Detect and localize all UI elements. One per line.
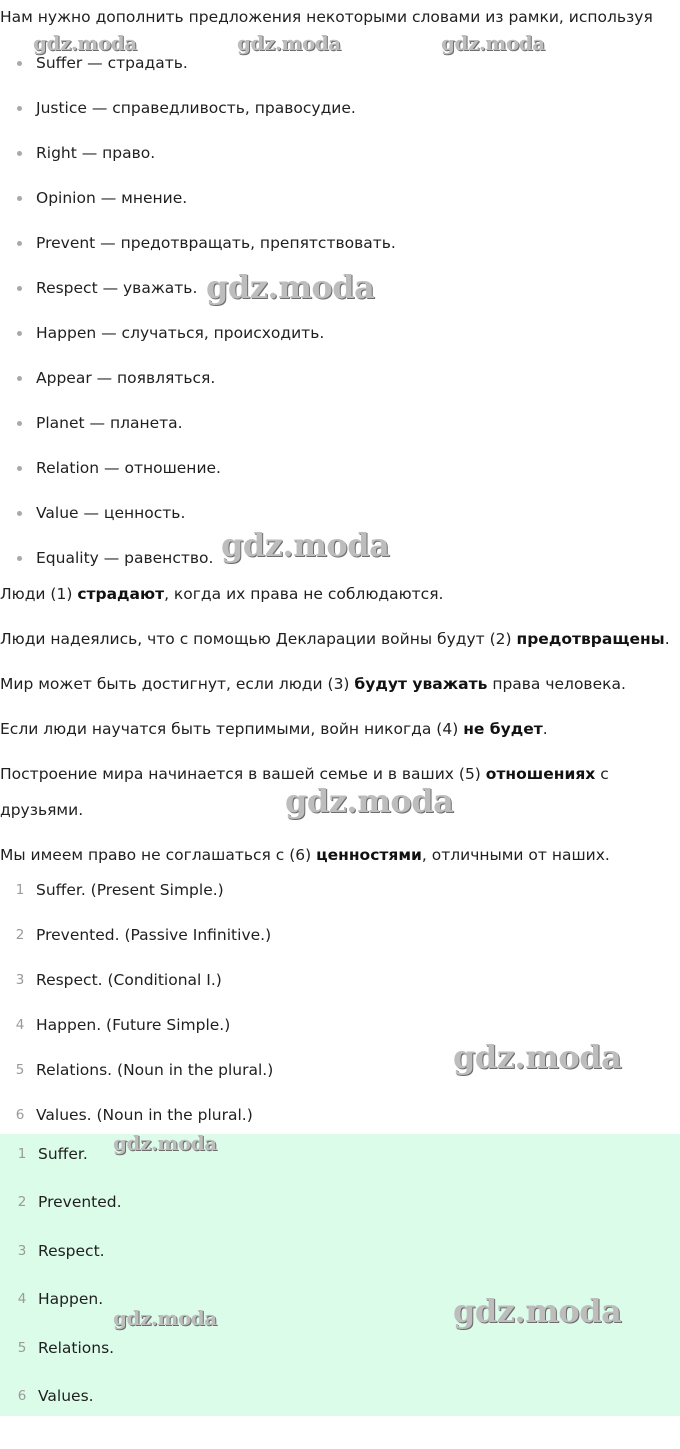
item-number: 6 xyxy=(17,1387,27,1404)
grammar-item xyxy=(0,877,680,922)
watermark: gdz.moda xyxy=(113,1131,217,1155)
sentence-text: Мир может быть достигнут, если люди (3) xyxy=(0,675,355,693)
vocab-item: Prevent — предотвращать, препятствовать. xyxy=(0,231,680,276)
sentence-text: . xyxy=(664,630,670,648)
sentence-answer: не будет xyxy=(463,720,543,738)
answer-box xyxy=(0,1134,680,1416)
sentence-answer: ценностями xyxy=(316,846,422,864)
item-number: 3 xyxy=(17,1242,27,1259)
vocab-item: Justice — справедливость, правосудие. xyxy=(0,96,680,141)
answer-item xyxy=(0,1142,680,1190)
item-number: 3 xyxy=(15,972,25,988)
grammar-text: Relations. (Noun in the plural.) xyxy=(36,1061,274,1079)
answer-item xyxy=(0,1336,680,1384)
sentence-answer: предотвращены xyxy=(516,630,665,648)
grammar-text: Suffer. (Present Simple.) xyxy=(36,881,224,899)
sentence xyxy=(0,576,680,612)
answer-text: Respect. xyxy=(38,1241,105,1260)
vocabulary-list xyxy=(0,51,680,591)
vocab-item: Equality — равенство. xyxy=(0,546,680,591)
watermark: gdz.moda xyxy=(453,1038,622,1076)
sentence-text: Люди (1) xyxy=(0,585,78,603)
sentence-text: с друзьями. xyxy=(0,765,609,819)
watermark: gdz.moda xyxy=(33,31,137,55)
sentence-text: Люди надеялись, что с помощью Декларации войны будут (2) xyxy=(0,630,517,648)
item-number: 1 xyxy=(15,882,25,898)
item-number: 6 xyxy=(15,1107,25,1123)
vocab-item: Relation — отношение. xyxy=(0,456,680,501)
answer-item xyxy=(0,1384,680,1432)
watermark: gdz.moda xyxy=(221,526,390,564)
item-number: 2 xyxy=(17,1194,27,1211)
grammar-notes-list xyxy=(0,877,680,1147)
sentence-answer: отношениях xyxy=(485,765,596,783)
item-number: 1 xyxy=(17,1146,27,1162)
sentence xyxy=(0,711,680,747)
answer-item xyxy=(0,1239,680,1287)
sentence-answer: будут уважать xyxy=(354,675,488,693)
grammar-item xyxy=(0,967,680,1012)
answer-text: Values. xyxy=(38,1386,94,1405)
item-number: 4 xyxy=(17,1291,27,1308)
item-number: 5 xyxy=(15,1062,25,1078)
answer-text: Relations. xyxy=(38,1338,115,1357)
watermark: gdz.moda xyxy=(441,31,545,55)
sentence-text: Если люди научатся быть терпимыми, войн никогда (4) xyxy=(0,720,464,738)
sentence-text: Мы имеем право не соглашаться с (6) xyxy=(0,846,317,864)
grammar-text: Values. (Noun in the plural.) xyxy=(36,1106,253,1124)
watermark: gdz.moda xyxy=(237,31,341,55)
item-number: 2 xyxy=(15,927,25,943)
vocab-item: Respect — уважать. xyxy=(0,276,680,321)
vocab-item: Value — ценность. xyxy=(0,501,680,546)
vocab-item: Planet — планета. xyxy=(0,411,680,456)
intro-text: Нам нужно дополнить предложения некоторыми словами из рамки, используя xyxy=(0,8,653,26)
sentence-text: , когда их права не соблюдаются. xyxy=(164,585,444,603)
sentence-text: . xyxy=(542,720,548,738)
grammar-text: Happen. (Future Simple.) xyxy=(36,1016,231,1034)
vocab-item: Suffer — страдать. xyxy=(0,51,680,96)
answer-text: Happen. xyxy=(38,1290,104,1309)
sentence-answer: страдают xyxy=(77,585,165,603)
answers-list xyxy=(0,1142,680,1432)
sentence xyxy=(0,621,680,657)
sentence-text: права человека. xyxy=(487,675,626,693)
answer-text: Suffer. xyxy=(38,1145,88,1163)
answer-item xyxy=(0,1190,680,1238)
sentence xyxy=(0,666,680,702)
watermark: gdz.moda xyxy=(453,1292,622,1330)
sentence-text: , отличными от наших. xyxy=(421,846,610,864)
watermark: gdz.moda xyxy=(285,782,454,820)
item-number: 5 xyxy=(17,1339,27,1356)
vocab-item: Right — право. xyxy=(0,141,680,186)
grammar-item xyxy=(0,922,680,967)
vocab-item: Appear — появляться. xyxy=(0,366,680,411)
item-number: 4 xyxy=(15,1017,25,1033)
watermark: gdz.moda xyxy=(206,268,375,306)
sentence-text: Построение мира начинается в вашей семье и в ваших (5) xyxy=(0,765,486,783)
sentence xyxy=(0,837,680,873)
vocab-item: Opinion — мнение. xyxy=(0,186,680,231)
grammar-text: Respect. (Conditional I.) xyxy=(36,971,222,989)
grammar-text: Prevented. (Passive Infinitive.) xyxy=(36,926,272,944)
answer-text: Prevented. xyxy=(38,1193,122,1212)
vocab-item: Happen — случаться, происходить. xyxy=(0,321,680,366)
watermark: gdz.moda xyxy=(113,1306,217,1330)
